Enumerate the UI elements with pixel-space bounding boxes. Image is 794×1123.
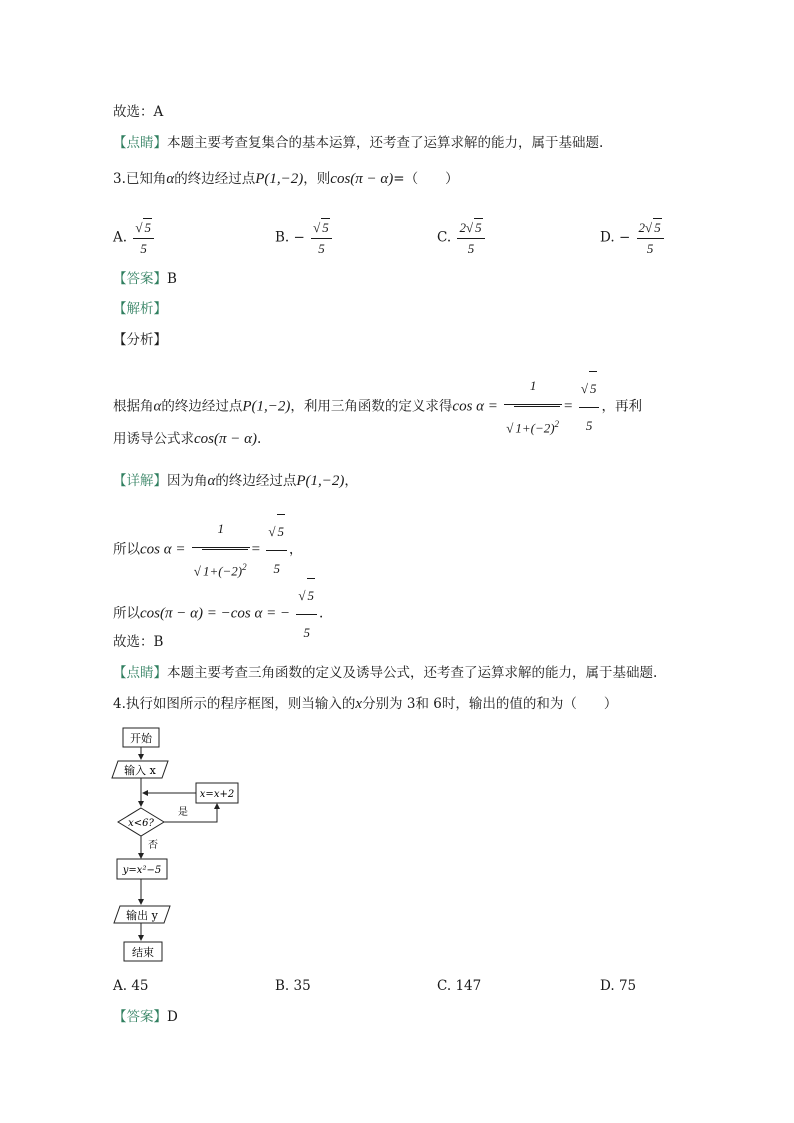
flowchart xyxy=(100,722,260,972)
q4-option-a: A. 45 xyxy=(113,978,149,994)
flow-input-text: 输入 x xyxy=(124,764,156,777)
q3-fenxi-tag: 【分析】 xyxy=(113,332,167,348)
q3-option-b: B. − $\frac{√ 5}{5}$ xyxy=(275,218,334,258)
flow-yes-label: 是 xyxy=(178,807,188,818)
q3-so1: 所以cos α = $\frac{1}{√ 1+(-2)^2}$ = $\frac{√ 5}{5}$ ， xyxy=(113,512,303,588)
q3-answer: 【答案】B xyxy=(113,271,177,287)
answer-tag: 【答案】 xyxy=(113,271,167,287)
q3-detail-line: 【详解】因为角α的终边经过点P(1,−2)， xyxy=(113,473,358,489)
point-p: P(1,−2) xyxy=(255,171,304,187)
cos-fraction: $\frac{1}{√ 1+(-2)^2}$ xyxy=(504,369,562,445)
q3-so2: 所以cos(π − α) = −cos α = − $\frac{√ 5}{5}$ . xyxy=(113,578,323,650)
q3-comment: 【点睛】本题主要考查三角函数的定义及诱导公式，还考查了运算求解的能力，属于基础题. xyxy=(113,665,658,681)
q3-option-d: D. − $\frac{2√ 5}{5}$ xyxy=(600,218,666,258)
comment-text: 本题主要考查复集合的基本运算，还考查了运算求解的能力，属于基础题. xyxy=(167,135,604,151)
q3-option-a: A. $\frac{√ 5}{5}$ xyxy=(113,218,156,258)
q3-stem: 3.已知角α的终边经过点P(1,−2)，则cos(π − α)=（ ） xyxy=(113,171,459,187)
flow-end-text: 结束 xyxy=(132,946,154,959)
cos-expression: cos(π − α) xyxy=(330,171,394,187)
alpha-symbol: α xyxy=(166,171,175,187)
flow-decision-text: x<6? xyxy=(128,818,154,829)
q4-option-b: B. 35 xyxy=(275,978,311,994)
q3-fenxi-line1: 根据角α的终边经过点P(1,−2)，利用三角函数的定义求得cos α = $\frac{1}{√ 1+(-2)^2}$ = $\frac{√ 5}{5}$ ，再利 xyxy=(113,369,642,445)
prev-answer-line: 故选：A xyxy=(113,104,164,120)
comment-tag: 【点睛】 xyxy=(113,135,167,151)
flow-calc-text: y=x²−5 xyxy=(122,865,162,876)
flow-output-text: 输出 y xyxy=(126,909,158,922)
flow-start-text: 开始 xyxy=(130,732,152,745)
prev-comment xyxy=(113,134,603,152)
q4-answer: 【答案】D xyxy=(113,1009,178,1025)
q3-fenxi-line2: 用诱导公式求cos(π − α). xyxy=(113,431,262,447)
q4-option-d: D. 75 xyxy=(600,978,637,994)
q3-final: 故选：B xyxy=(113,634,164,650)
flow-no-label: 否 xyxy=(148,840,158,851)
flow-loop-text: x=x+2 xyxy=(199,789,235,800)
q4-option-c: C. 147 xyxy=(437,978,482,994)
q3-option-c: C. $\frac{2√ 5}{5}$ xyxy=(437,218,487,258)
q4-stem: 4.执行如图所示的程序框图，则当输入的x分别为 3和 6时，输出的值的和为（ ） xyxy=(113,696,618,712)
detail-tag: 【详解】 xyxy=(113,473,167,489)
q3-analysis-tag: 【解析】 xyxy=(113,301,167,317)
